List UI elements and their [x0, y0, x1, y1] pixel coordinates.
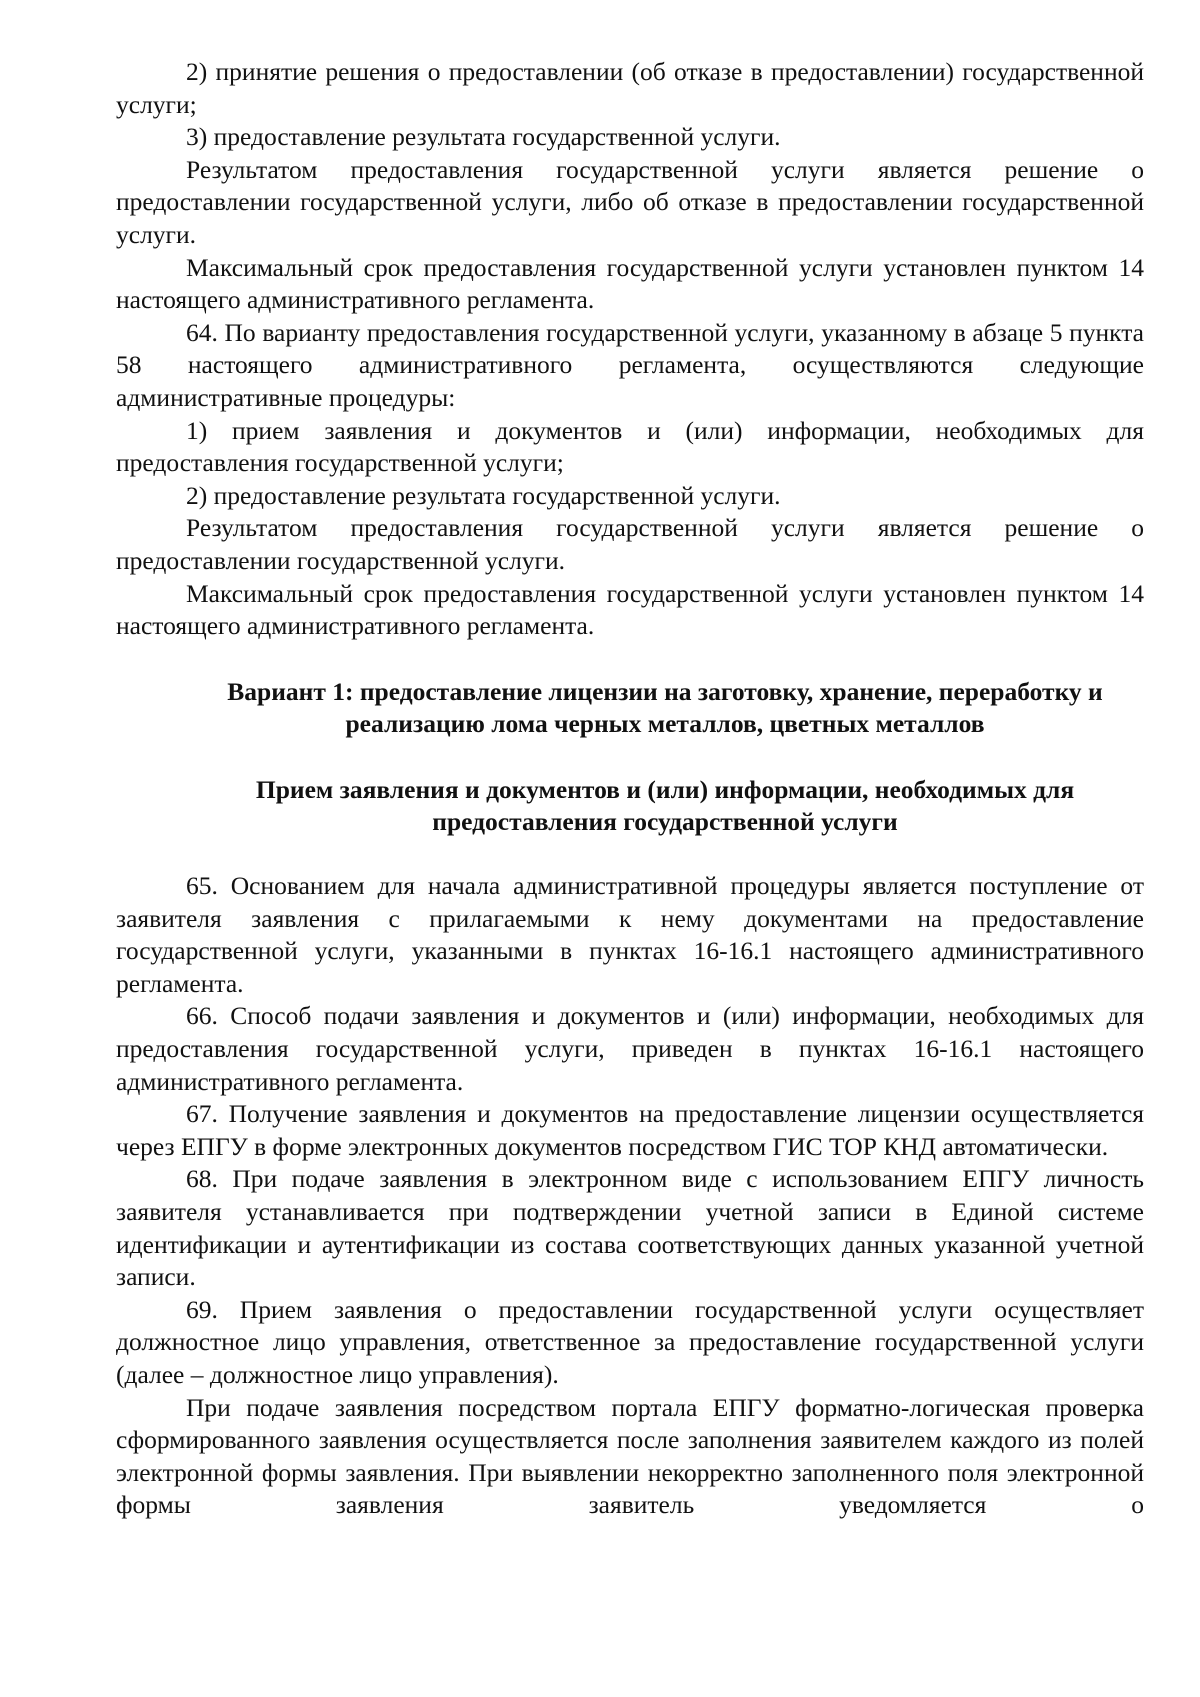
paragraph-64-step-2: 2) предоставление результата государственной услуги. — [186, 480, 781, 510]
paragraph-64-result: Результатом предоставления государственной услуги является решение о предоставлении государственной услуги. — [116, 513, 1144, 575]
paragraph-65: 65. Основанием для начала административной процедуры является поступление от заявителя заявления с прилагаемыми к нему документами на предоставление государственной услуги, указанными в пунктах 16-16.1 настоящего административного регламента. — [116, 871, 1144, 998]
document-page — [116, 56, 1144, 1522]
paragraph-epgu-check: При подаче заявления посредством портала ЕПГУ форматно-логическая проверка сформированного заявления осуществляется после заполнения заявителем каждого из полей электронной формы заявления. При выявлении некорректно заполненного поля электронной формы заявления заявитель уведомляется о — [116, 1392, 1144, 1520]
paragraph-68: 68. При подаче заявления в электронном виде с использованием ЕПГУ личность заявителя устанавливается при подтверждении учетной записи в Единой системе идентификации и аутентификации из состава соответствующих данных указанной учетной записи. — [116, 1164, 1144, 1292]
paragraph-result-definition: Результатом предоставления государственной услуги является решение о предоставлении государственной услуги, либо об отказе в предоставлении государственной услуги. — [116, 154, 1144, 249]
paragraph-66: 66. Способ подачи заявления и документов и (или) информации, необходимых для предоставления государственной услуги, приведен в пунктах 16-16.1 настоящего административного регламента. — [116, 1001, 1144, 1096]
paragraph-max-term: Максимальный срок предоставления государственной услуги установлен пунктом 14 настоящего административного регламента. — [116, 252, 1144, 315]
heading-reception: Прием заявления и документов и (или) информации, необходимых для предоставления государственной услуги — [255, 774, 1075, 837]
paragraph-decision-step: 2) принятие решения о предоставлении (об отказе в предоставлении) государственной услуги; — [116, 57, 1144, 119]
heading-variant-1: Вариант 1: предоставление лицензии на заготовку, хранение, переработку и реализацию лома черных металлов, цветных металлов — [227, 676, 1103, 739]
paragraph-64-max-term: Максимальный срок предоставления государственной услуги установлен пунктом 14 настоящего административного регламента. — [116, 578, 1144, 641]
paragraph-result-step: 3) предоставление результата государственной услуги. — [186, 122, 781, 152]
paragraph-64-step-1: 1) прием заявления и документов и (или) информации, необходимых для предоставления государственной услуги; — [116, 415, 1144, 478]
paragraph-67: 67. Получение заявления и документов на предоставление лицензии осуществляется через ЕПГУ в форме электронных документов посредством ГИС ТОР КНД автоматически. — [116, 1099, 1144, 1161]
paragraph-64: 64. По варианту предоставления государственной услуги, указанному в абзаце 5 пункта 58 настоящего административного регламента, осуществляются следующие административные процедуры: — [116, 317, 1144, 412]
paragraph-69: 69. Прием заявления о предоставлении государственной услуги осуществляет должностное лицо управления, ответственное за предоставление государственной услуги (далее – должностное лицо управления). — [116, 1294, 1144, 1389]
